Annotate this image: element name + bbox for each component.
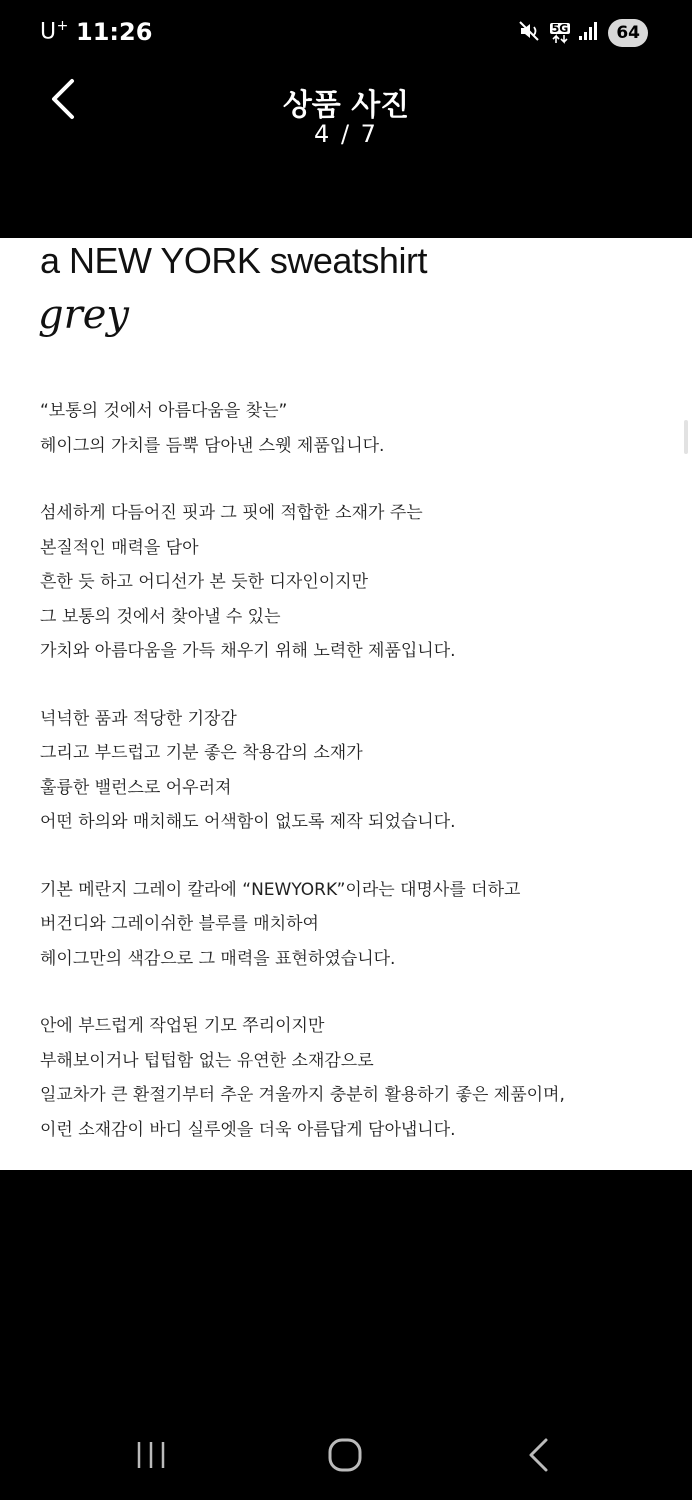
network-5g-icon: 5G	[550, 23, 571, 44]
product-title: a NEW YORK sweatshirt	[40, 240, 427, 281]
description-line: 부해보이거나 텁텁함 없는 유연한 소재감으로	[40, 1050, 374, 1071]
home-button[interactable]	[320, 1432, 370, 1482]
description-line: 본질적인 매력을 담아	[40, 537, 199, 558]
description-line: 일교차가 큰 환절기부터 추운 겨울까지 충분히 활용하기 좋은 제품이며,	[40, 1085, 565, 1105]
product-image[interactable]	[0, 238, 692, 1170]
description-paragraph	[40, 702, 660, 840]
scroll-indicator	[684, 420, 688, 454]
description-paragraph	[40, 496, 660, 669]
product-description	[40, 394, 660, 1180]
recents-button[interactable]	[126, 1432, 176, 1482]
description-line: 헤이그만의 색감으로 그 매력을 표현하였습니다.	[40, 948, 396, 969]
description-line: 헤이그의 가치를 듬뿍 담아낸 스웻 제품입니다.	[40, 435, 385, 456]
description-line: 흔한 듯 하고 어디선가 본 듯한 디자인이지만	[40, 572, 369, 592]
status-time: 11:26	[76, 18, 153, 46]
signal-icon	[578, 21, 600, 45]
description-line: 기본 메란지 그레이 칼라에 “NEWYORK”이라는 대명사를 더하고	[40, 879, 521, 900]
mute-icon	[518, 20, 542, 46]
description-line: 어떤 하의와 매치해도 어색함이 없도록 제작 되었습니다.	[40, 812, 456, 832]
status-bar	[0, 0, 692, 68]
home-icon	[327, 1437, 363, 1477]
description-line: 훌륭한 밸런스로 어우러져	[40, 777, 232, 798]
description-paragraph	[40, 1009, 660, 1147]
description-line: 안에 부드럽게 작업된 기모 쭈리이지만	[40, 1016, 325, 1036]
product-color: grey	[38, 292, 129, 338]
description-line: “보통의 것에서 아름다움을 찾는”	[40, 401, 288, 421]
battery-indicator: 64	[608, 19, 648, 47]
page-title: 상품 사진	[282, 88, 410, 123]
back-icon	[526, 1437, 552, 1477]
navigation-bar	[0, 1410, 692, 1500]
recents-icon	[134, 1440, 168, 1474]
description-line: 넉넉한 품과 적당한 기장감	[40, 708, 237, 729]
description-line: 가치와 아름다움을 가득 채우기 위해 노력한 제품입니다.	[40, 641, 456, 661]
system-back-button[interactable]	[514, 1432, 564, 1482]
description-line: 그리고 부드럽고 기분 좋은 착용감의 소재가	[40, 743, 363, 763]
description-line: 그 보통의 것에서 찾아낼 수 있는	[40, 606, 281, 627]
description-paragraph	[40, 873, 660, 977]
header	[0, 68, 692, 238]
description-line: 이런 소재감이 바디 실루엣을 더욱 아름답게 담아냅니다.	[40, 1119, 456, 1140]
status-icons	[518, 18, 648, 48]
description-paragraph	[40, 394, 660, 463]
image-counter: 4 / 7	[314, 120, 378, 148]
carrier-label: U+	[40, 18, 69, 45]
description-line: 버건디와 그레이쉬한 블루를 매치하여	[40, 914, 319, 934]
description-line: 섬세하게 다듬어진 핏과 그 핏에 적합한 소재가 주는	[40, 503, 423, 523]
